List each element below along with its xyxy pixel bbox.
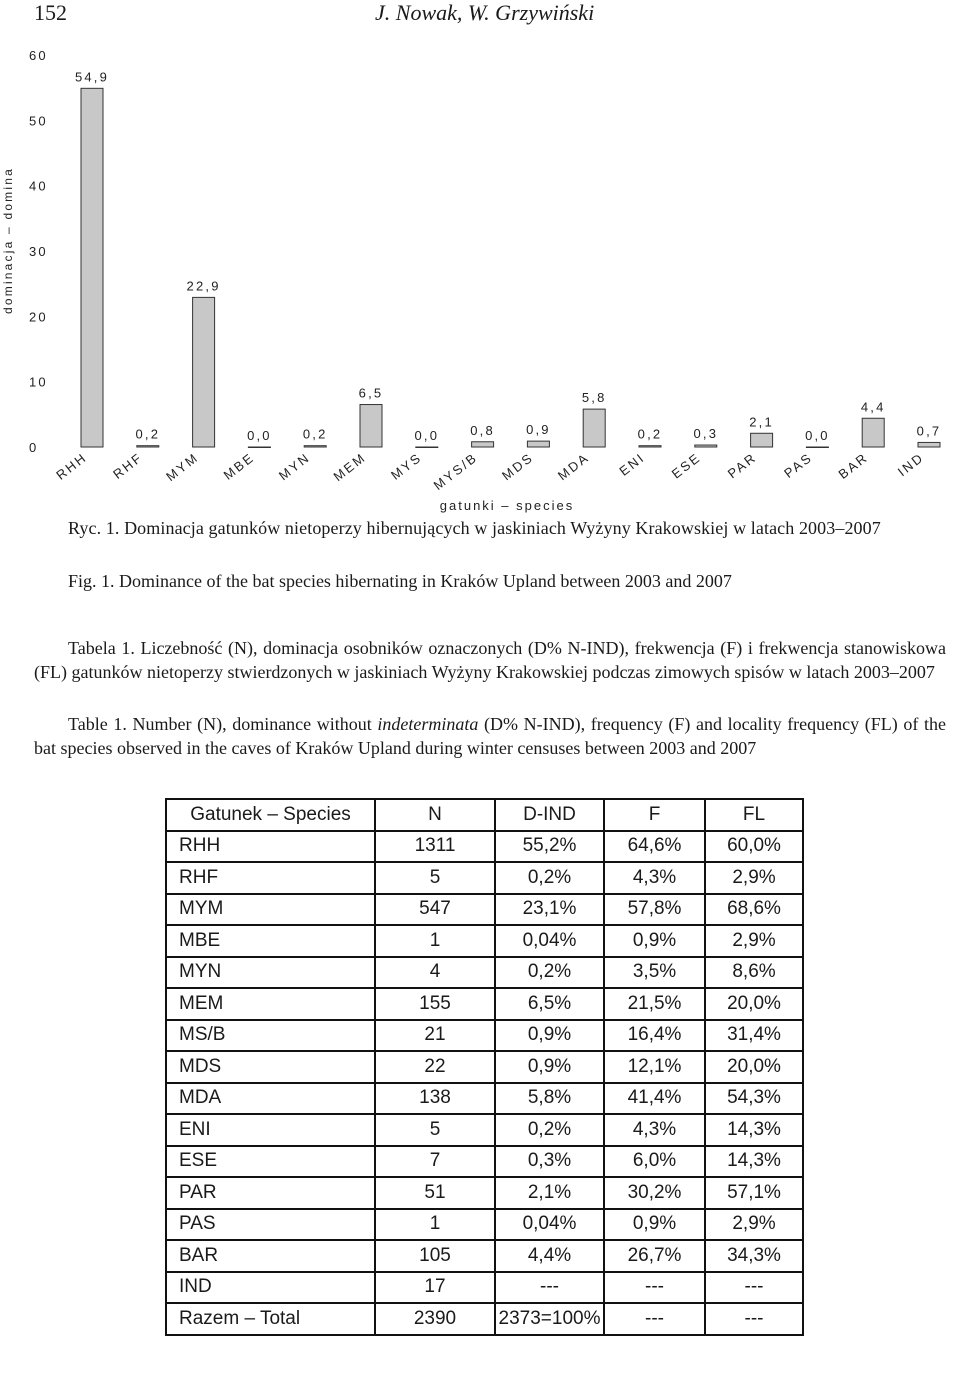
table-row [166, 1114, 803, 1146]
table-row [166, 925, 803, 957]
x-tick-label: RHH [53, 449, 90, 483]
value-cell: 2390 [375, 1303, 495, 1335]
value-cell: 5,8% [495, 1083, 604, 1115]
header-fl: FL [705, 799, 803, 831]
value-cell: 1 [375, 1209, 495, 1241]
table-row [166, 894, 803, 926]
value-cell: 1 [375, 925, 495, 957]
value-label: 0,2 [637, 426, 663, 442]
value-cell: 547 [375, 894, 495, 926]
value-label: 0,2 [135, 426, 161, 442]
table-row [166, 1303, 803, 1335]
x-tick-labels [53, 450, 927, 494]
species-cell: PAR [166, 1177, 375, 1209]
species-cell: ESE [166, 1146, 375, 1178]
figure-caption-pl: Ryc. 1. Dominacja gatunków nietoperzy hibernujących w jaskiniach Wyżyny Krakowskiej w latach 2003–2007 [68, 518, 881, 538]
table-header-row [166, 799, 803, 831]
value-cell: 17 [375, 1272, 495, 1304]
table-row [166, 1240, 803, 1272]
value-cell: 0,9% [495, 1020, 604, 1052]
header-f: F [604, 799, 705, 831]
value-label: 0,2 [302, 426, 328, 442]
value-cell: 57,1% [705, 1177, 803, 1209]
value-cell: 41,4% [604, 1083, 705, 1115]
value-label: 0,0 [805, 428, 830, 443]
y-tick-label: 40 [29, 178, 48, 194]
value-label: 22,9 [186, 278, 221, 294]
running-title: J. Nowak, W. Grzywiński [375, 0, 595, 25]
value-label: 6,5 [358, 385, 384, 401]
species-cell: MBE [166, 925, 375, 957]
y-tick-label: 50 [29, 113, 48, 129]
value-cell: 54,3% [705, 1083, 803, 1115]
table-caption-en [34, 712, 946, 760]
value-cell: 16,4% [604, 1020, 705, 1052]
dominance-bar-chart [0, 38, 960, 516]
value-cell: 7 [375, 1146, 495, 1178]
x-tick-label: MYS [388, 449, 425, 483]
y-tick-label: 20 [29, 309, 48, 325]
x-tick-label: PAS [781, 449, 816, 481]
table-row [166, 1272, 803, 1304]
value-cell: 21 [375, 1020, 495, 1052]
bar [695, 445, 717, 447]
value-label: 54,9 [74, 69, 110, 85]
value-cell: 51 [375, 1177, 495, 1209]
table-row [166, 1083, 803, 1115]
value-cell: 0,04% [495, 925, 604, 957]
x-tick-label: MBE [220, 449, 258, 483]
header-species: Gatunek – Species [166, 799, 375, 831]
value-cell: 12,1% [604, 1051, 705, 1083]
value-cell: 20,0% [705, 988, 803, 1020]
value-cell: 6,5% [495, 988, 604, 1020]
value-cell: 6,0% [604, 1146, 705, 1178]
value-cell: 138 [375, 1083, 495, 1115]
species-cell: BAR [166, 1240, 375, 1272]
table-row [166, 1177, 803, 1209]
species-table [165, 798, 804, 1336]
value-cell: 8,6% [705, 957, 803, 989]
table-caption-pl: Tabela 1. Liczebność (N), dominacja osobników oznaczonych (D% N-IND), frekwencja (F) i frekwencja stanowiskowa (FL) gatunków nietoperzy stwierdzonych w jaskiniach Wyżyny Krakowskiej podczas zimowych spisów w latach 2003–2007 [34, 638, 946, 682]
page-header [0, 0, 960, 34]
bar [416, 447, 438, 448]
header-d-ind: D-IND [495, 799, 604, 831]
value-cell: 0,2% [495, 1114, 604, 1146]
species-cell: MEM [166, 988, 375, 1020]
value-cell: 57,8% [604, 894, 705, 926]
x-tick-label: MYS/B [430, 449, 481, 494]
x-tick-label: MDS [499, 449, 537, 484]
bars [81, 88, 940, 447]
bar [639, 446, 661, 447]
value-cell: 0,2% [495, 862, 604, 894]
y-tick-label: 60 [29, 48, 48, 63]
value-cell: 155 [375, 988, 495, 1020]
value-label: 0,3 [693, 426, 719, 442]
value-cell: --- [604, 1303, 705, 1335]
figure-caption-en: Fig. 1. Dominance of the bat species hibernating in Kraków Upland between 2003 and 2007 [68, 571, 732, 591]
y-axis-title: dominacja – domina [1, 167, 15, 314]
bar [137, 446, 159, 447]
value-cell: 31,4% [705, 1020, 803, 1052]
table-caption-en-part1: Table 1. Number (N), dominance without [68, 714, 378, 734]
value-cell: 34,3% [705, 1240, 803, 1272]
value-cell: 20,0% [705, 1051, 803, 1083]
table-row [166, 988, 803, 1020]
header-n: N [375, 799, 495, 831]
value-cell: 0,3% [495, 1146, 604, 1178]
species-cell: Razem – Total [166, 1303, 375, 1335]
value-cell: 5 [375, 1114, 495, 1146]
value-cell: 0,9% [604, 925, 705, 957]
y-tick-label: 10 [29, 374, 48, 390]
bar [304, 446, 326, 447]
value-cell: 68,6% [705, 894, 803, 926]
bar [360, 405, 382, 447]
value-cell: 60,0% [705, 831, 803, 863]
species-cell: RHF [166, 862, 375, 894]
species-cell: MYN [166, 957, 375, 989]
value-cell: 0,04% [495, 1209, 604, 1241]
table-row [166, 862, 803, 894]
bar [806, 447, 828, 448]
y-tick-label: 30 [29, 244, 48, 259]
value-cell: 4 [375, 957, 495, 989]
y-tick-label: 0 [29, 440, 39, 455]
value-cell: 1311 [375, 831, 495, 863]
species-cell: RHH [166, 831, 375, 863]
x-tick-label: MYN [275, 449, 314, 484]
value-cell: 14,3% [705, 1114, 803, 1146]
table-row [166, 1146, 803, 1178]
value-cell: 14,3% [705, 1146, 803, 1178]
table-caption-en-italic: indeterminata [377, 714, 479, 734]
value-cell: 23,1% [495, 894, 604, 926]
value-cell: --- [705, 1272, 803, 1304]
bar [583, 409, 605, 447]
page-number: 152 [34, 0, 67, 25]
value-label: 0,0 [247, 428, 272, 443]
value-cell: 4,4% [495, 1240, 604, 1272]
x-axis-title: gatunki – species [439, 498, 575, 513]
value-label: 0,7 [916, 423, 942, 439]
x-tick-label: BAR [835, 449, 872, 482]
x-tick-label: IND [894, 449, 927, 480]
value-cell: 22 [375, 1051, 495, 1083]
species-cell: PAS [166, 1209, 375, 1241]
species-cell: IND [166, 1272, 375, 1304]
table-caption-en-part2: (D% N-IND), frequency (F) and locality frequency (FL) of the bat species observed in the caves of Kraków Upland during winter censuses between 2003 and 2007 [34, 714, 946, 758]
bar [81, 88, 103, 447]
value-cell: 0,2% [495, 957, 604, 989]
value-cell: 64,6% [604, 831, 705, 863]
value-cell: 2,9% [705, 1209, 803, 1241]
value-label: 0,9 [526, 422, 551, 438]
bar [527, 441, 549, 447]
species-cell: MYM [166, 894, 375, 926]
species-cell: MS/B [166, 1020, 375, 1052]
value-cell: 0,9% [495, 1051, 604, 1083]
table-row [166, 957, 803, 989]
value-label: 0,8 [470, 422, 495, 438]
bar [751, 433, 773, 447]
x-tick-label: MDA [554, 449, 593, 484]
x-tick-label: PAR [724, 449, 760, 482]
x-tick-label: ESE [668, 449, 704, 482]
y-tick-labels [29, 48, 48, 455]
value-cell: 4,3% [604, 862, 705, 894]
value-cell: 3,5% [604, 957, 705, 989]
value-label: 4,4 [860, 399, 886, 415]
species-cell: ENI [166, 1114, 375, 1146]
value-cell: 30,2% [604, 1177, 705, 1209]
value-cell: 2,9% [705, 925, 803, 957]
value-cell: 2,1% [495, 1177, 604, 1209]
table-row [166, 1209, 803, 1241]
value-cell: 4,3% [604, 1114, 705, 1146]
x-tick-label: RHF [110, 449, 146, 482]
value-label: 0,0 [414, 428, 440, 443]
bar [862, 418, 884, 447]
value-cell: 55,2% [495, 831, 604, 863]
species-cell: MDA [166, 1083, 375, 1115]
value-cell: 2373=100% [495, 1303, 604, 1335]
value-cell: --- [705, 1303, 803, 1335]
value-cell: --- [495, 1272, 604, 1304]
bar [918, 442, 940, 447]
x-tick-label: MEM [330, 449, 369, 485]
value-label: 5,8 [581, 390, 607, 406]
value-label: 2,1 [749, 414, 774, 430]
bar [248, 447, 270, 448]
value-cell: 105 [375, 1240, 495, 1272]
x-tick-label: MYM [163, 449, 202, 485]
table-row [166, 831, 803, 863]
table-row [166, 1051, 803, 1083]
species-cell: MDS [166, 1051, 375, 1083]
value-cell: --- [604, 1272, 705, 1304]
value-cell: 5 [375, 862, 495, 894]
value-cell: 0,9% [604, 1209, 705, 1241]
table-row [166, 1020, 803, 1052]
value-cell: 2,9% [705, 862, 803, 894]
value-cell: 26,7% [604, 1240, 705, 1272]
bar [472, 442, 494, 447]
x-tick-label: ENI [616, 449, 648, 479]
value-cell: 21,5% [604, 988, 705, 1020]
bar [193, 297, 215, 447]
